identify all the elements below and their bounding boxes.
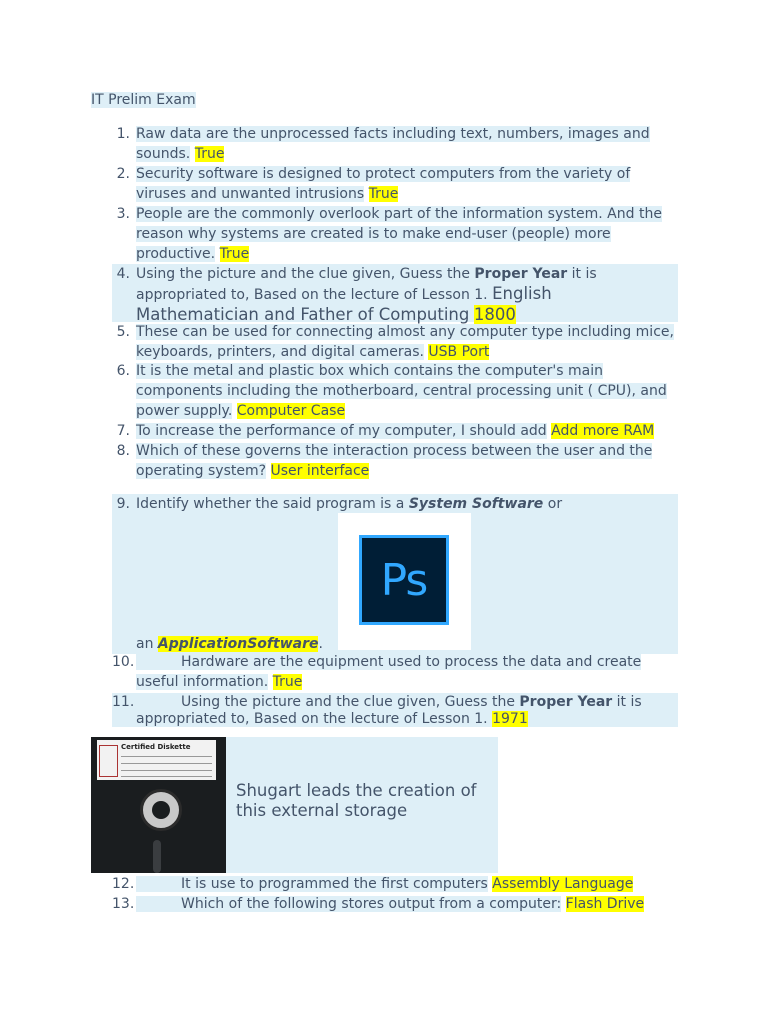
question-13 <box>112 894 678 914</box>
question-number: 9. <box>116 496 130 512</box>
question-number: 4. <box>116 266 130 282</box>
disk-label-text: Certified Diskette <box>121 743 191 751</box>
question-number: 12. <box>112 876 135 892</box>
question-bold: Proper Year <box>474 266 568 282</box>
question-10 <box>112 652 678 692</box>
question-text: To increase the performance of my computer, I should add <box>136 423 547 439</box>
page-title: IT Prelim Exam <box>91 92 196 108</box>
question-text: or <box>547 496 563 512</box>
photoshop-logo-text: Ps <box>380 554 428 606</box>
question-number: 11. <box>112 694 135 710</box>
answer-highlight: Computer Case <box>236 403 346 419</box>
question-text: It is the metal and plastic box which contains the computer's main components including the motherboard, central processing unit ( CPU), and power supply. <box>136 363 667 419</box>
question-text: People are the commonly overlook part of the information system. And the reason why systems are created is to make end-user (people) more productive. <box>136 206 662 262</box>
question-text: an <box>136 636 154 652</box>
question-number: 10. <box>112 654 135 670</box>
answer-highlight: Add more RAM <box>551 423 655 439</box>
question-text: it is appropriated to, Based on the lecture of Lesson 1. <box>136 266 597 303</box>
question-number: 6. <box>116 363 130 379</box>
question-text: Using the picture and the clue given, Guess the <box>136 266 470 282</box>
question-text: Identify whether the said program is a <box>136 496 405 512</box>
question-text: Raw data are the unprocessed facts including text, numbers, images and sounds. <box>136 126 650 162</box>
answer-highlight: 1800 <box>473 305 516 324</box>
answer-highlight: ApplicationSoftware <box>157 636 319 652</box>
photoshop-icon <box>359 535 449 625</box>
question-text: Which of the following stores output from a computer: <box>181 896 562 912</box>
question-3 <box>112 204 678 264</box>
floppy-caption: Shugart leads the creation of this external storage <box>236 781 477 820</box>
answer-highlight: USB Port <box>428 344 490 360</box>
question-text: It is use to programmed the first computers <box>181 876 488 892</box>
floppy-hub <box>140 789 182 831</box>
question-bold: Proper Year <box>519 694 613 710</box>
answer-highlight: True <box>194 146 225 162</box>
question-text: Hardware are the equipment used to process the data and create <box>181 654 642 670</box>
question-text: Security software is designed to protect computers from the variety of viruses and unwanted intrusions <box>136 166 631 202</box>
floppy-slot <box>153 840 161 873</box>
question-6 <box>112 361 678 421</box>
answer-highlight: Flash Drive <box>565 896 645 912</box>
photoshop-image <box>338 513 471 650</box>
question-5 <box>112 322 678 362</box>
period: . <box>318 636 323 652</box>
question-2 <box>112 164 678 204</box>
question-7 <box>112 421 678 441</box>
question-number: 13. <box>112 896 135 912</box>
question-number: 8. <box>116 443 130 459</box>
answer-highlight: User interface <box>270 463 370 479</box>
question-number: 1. <box>116 126 130 142</box>
question-text: it is <box>616 694 642 710</box>
floppy-disk-image <box>91 737 226 873</box>
question-number: 5. <box>116 324 130 340</box>
question-number: 2. <box>116 166 130 182</box>
question-text: Which of these governs the interaction process between the user and the operating system? <box>136 443 653 479</box>
question-text: appropriated to, Based on the lecture of Lesson 1. <box>136 711 488 727</box>
question-bold-italic: System Software <box>408 496 544 512</box>
answer-highlight: 1971 <box>492 711 528 727</box>
question-text: useful information. <box>136 674 269 690</box>
answer-highlight: Assembly Language <box>492 876 634 892</box>
question-text: These can be used for connecting almost any computer type including mice, keyboards, printers, and digital cameras. <box>136 324 674 360</box>
answer-highlight: True <box>219 246 250 262</box>
answer-highlight: True <box>368 186 399 202</box>
question-11 <box>112 693 678 727</box>
clue-text: English Mathematician and Father of Computing <box>136 284 552 324</box>
question-4 <box>112 264 678 322</box>
question-1 <box>112 124 678 164</box>
question-number: 3. <box>116 206 130 222</box>
floppy-label <box>97 740 216 780</box>
question-text: Using the picture and the clue given, Guess the <box>181 694 515 710</box>
answer-highlight: True <box>272 674 303 690</box>
question-12 <box>112 874 678 894</box>
question-number: 7. <box>116 423 130 439</box>
question-8 <box>112 441 678 481</box>
brand-logo <box>99 745 118 777</box>
